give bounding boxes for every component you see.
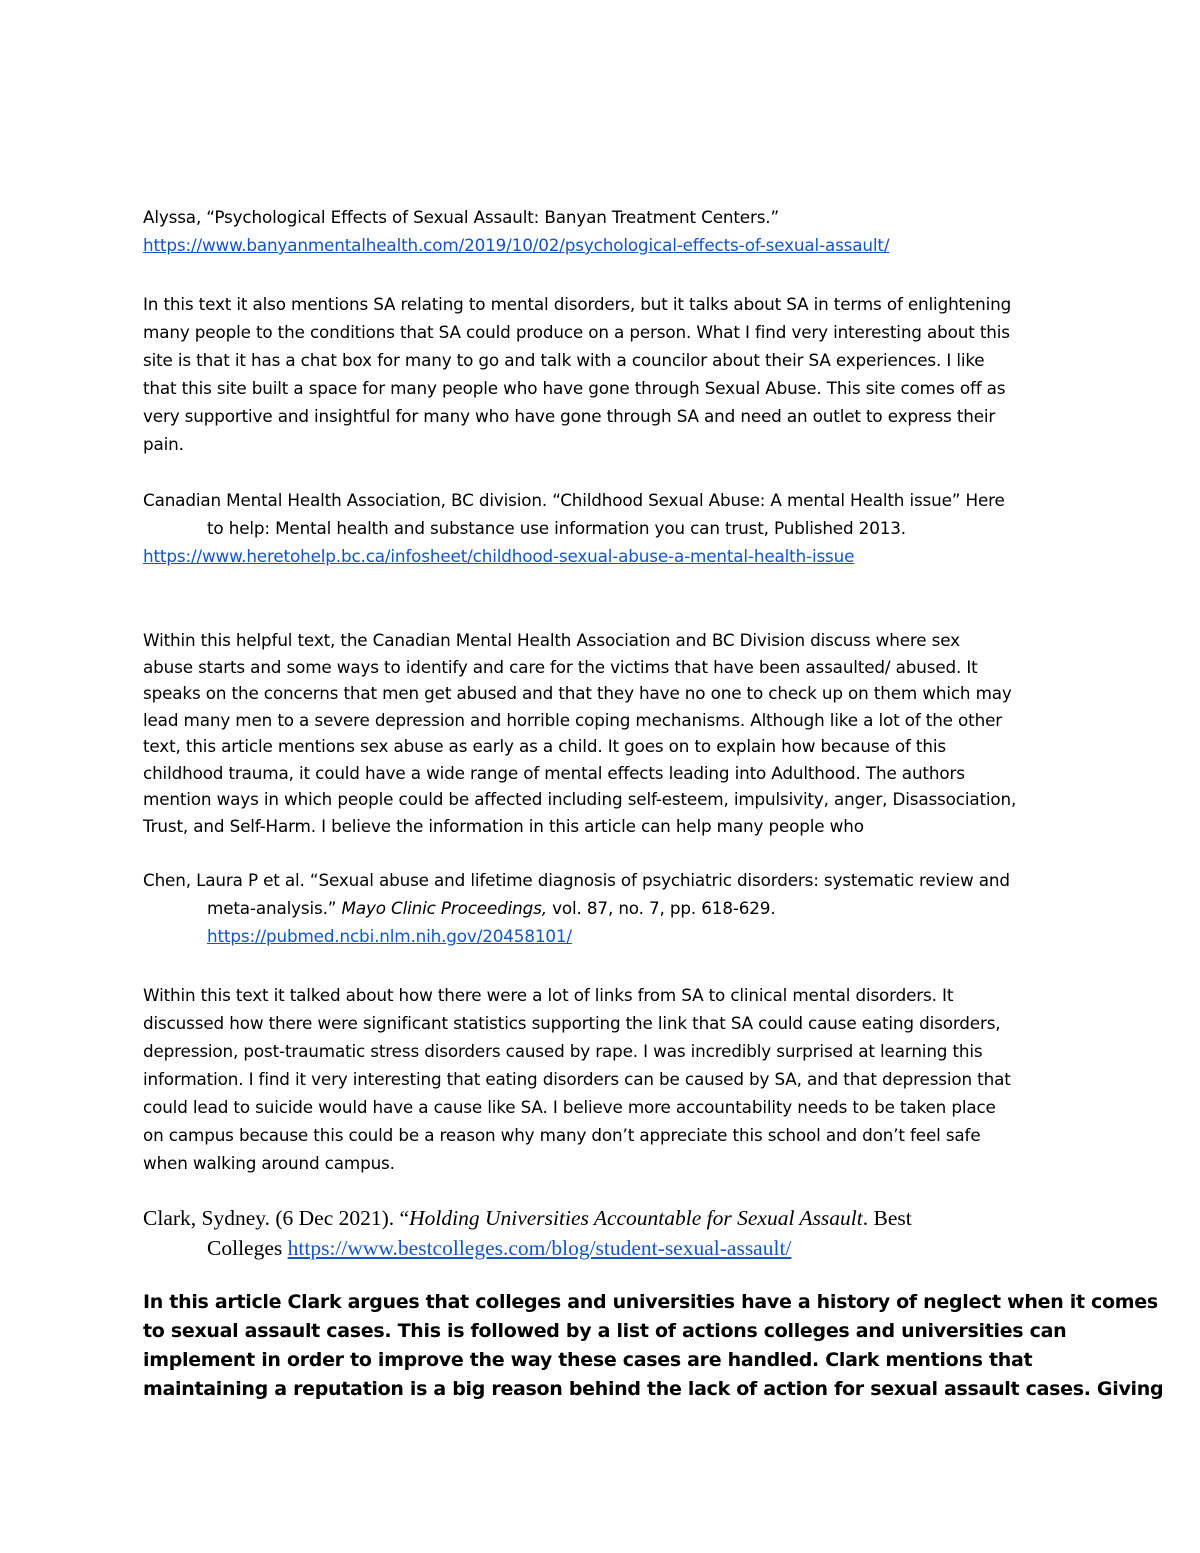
paragraph-line: Within this helpful text, the Canadian Mental Health Association and BC Division discuss where sex bbox=[143, 630, 960, 650]
citation-text: Clark, Sydney. (6 Dec 2021). “Holding Universities Accountable for Sexual Assault. Best bbox=[143, 1206, 912, 1230]
citation-text: Alyssa, “Psychological Effects of Sexual Assault: Banyan Treatment Centers.” bbox=[143, 207, 780, 227]
citation-alyssa bbox=[143, 203, 1063, 259]
paragraph-line: implement in order to improve the way these cases are handled. Clark mentions that bbox=[143, 1349, 1033, 1371]
citation-text: to help: Mental health and substance use information you can trust, Published 2013. bbox=[207, 518, 906, 538]
paragraph-line: text, this article mentions sex abuse as early as a child. It goes on to explain how because of this bbox=[143, 736, 946, 756]
paragraph-line: lead many men to a severe depression and horrible coping mechanisms. Although like a lot of the other bbox=[143, 709, 1002, 730]
paragraph-line: depression, post-traumatic stress disorders caused by rape. I was incredibly surprised at learning this bbox=[143, 1041, 983, 1061]
paragraph-line: information. I find it very interesting that eating disorders can be caused by SA, and that depression that bbox=[143, 1069, 1011, 1089]
paragraph-line: many people to the conditions that SA could produce on a person. What I find very interesting about this bbox=[143, 322, 1010, 342]
paragraph-line: very supportive and insightful for many who have gone through SA and need an outlet to express their bbox=[143, 406, 996, 426]
citation-cmha bbox=[143, 486, 1063, 570]
journal-title: Mayo Clinic Proceedings, bbox=[341, 898, 547, 918]
article-title: Holding Universities Accountable for Sexual Assault bbox=[409, 1206, 863, 1230]
paragraph-line: could lead to suicide would have a cause like SA. I believe more accountability needs to be taken place bbox=[143, 1097, 996, 1117]
paragraph-line: In this text it also mentions SA relating to mental disorders, but it talks about SA in terms of enlightening bbox=[143, 294, 1012, 314]
citation-link[interactable]: https://www.bestcolleges.com/blog/student-sexual-assault/ bbox=[287, 1236, 792, 1260]
paragraph-line: mention ways in which people could be affected including self-esteem, impulsivity, anger, Disassociation, bbox=[143, 789, 1017, 809]
citation-clark bbox=[143, 1203, 1063, 1263]
citation-text: Colleges https://www.bestcolleges.com/blog/student-sexual-assault/ bbox=[207, 1236, 792, 1260]
annotation-paragraph bbox=[143, 981, 1063, 1177]
paragraph-line: speaks on the concerns that men get abused and that they have no one to check up on them which may bbox=[143, 683, 1012, 703]
paragraph-line: In this article Clark argues that colleges and universities have a history of neglect when it comes bbox=[143, 1291, 1158, 1313]
citation-text: meta-analysis.” Mayo Clinic Proceedings, vol. 87, no. 7, pp. 618-629. bbox=[207, 898, 776, 918]
paragraph-line: that this site built a space for many people who have gone through Sexual Abuse. This site comes off as bbox=[143, 378, 1006, 398]
annotation-paragraph-bold bbox=[143, 1288, 1164, 1404]
citation-link[interactable]: https://www.heretohelp.bc.ca/infosheet/childhood-sexual-abuse-a-mental-health-issue bbox=[143, 546, 855, 566]
paragraph-line: on campus because this could be a reason why many don’t appreciate this school and don’t feel safe bbox=[143, 1125, 981, 1145]
paragraph-line: abuse starts and some ways to identify and care for the victims that have been assaulted/ abused. It bbox=[143, 656, 978, 677]
citation-text: Canadian Mental Health Association, BC division. “Childhood Sexual Abuse: A mental Health issue” Here bbox=[143, 490, 1005, 510]
paragraph-line: pain. bbox=[143, 434, 184, 454]
paragraph-line: maintaining a reputation is a big reason behind the lack of action for sexual assault cases. Giving bbox=[143, 1378, 1164, 1400]
citation-link[interactable]: https://pubmed.ncbi.nlm.nih.gov/20458101/ bbox=[207, 926, 572, 946]
citation-text: Chen, Laura P et al. “Sexual abuse and lifetime diagnosis of psychiatric disorders: systematic review and bbox=[143, 870, 1010, 890]
paragraph-line: to sexual assault cases. This is followed by a list of actions colleges and universities can bbox=[143, 1320, 1067, 1342]
paragraph-line: site is that it has a chat box for many to go and talk with a councilor about their SA experiences. I like bbox=[143, 350, 985, 370]
annotation-paragraph bbox=[143, 627, 1063, 839]
paragraph-line: Within this text it talked about how there were a lot of links from SA to clinical mental disorders. It bbox=[143, 985, 954, 1005]
citation-chen bbox=[143, 866, 1063, 950]
annotation-paragraph bbox=[143, 290, 1063, 458]
paragraph-line: Trust, and Self-Harm. I believe the information in this article can help many people who bbox=[143, 815, 864, 836]
paragraph-line: childhood trauma, it could have a wide range of mental effects leading into Adulthood. The authors bbox=[143, 762, 965, 783]
paragraph-line: when walking around campus. bbox=[143, 1153, 395, 1173]
citation-link[interactable]: https://www.banyanmentalhealth.com/2019/10/02/psychological-effects-of-sexual-assault/ bbox=[143, 235, 890, 255]
paragraph-line: discussed how there were significant statistics supporting the link that SA could cause eating disorders, bbox=[143, 1013, 1001, 1033]
